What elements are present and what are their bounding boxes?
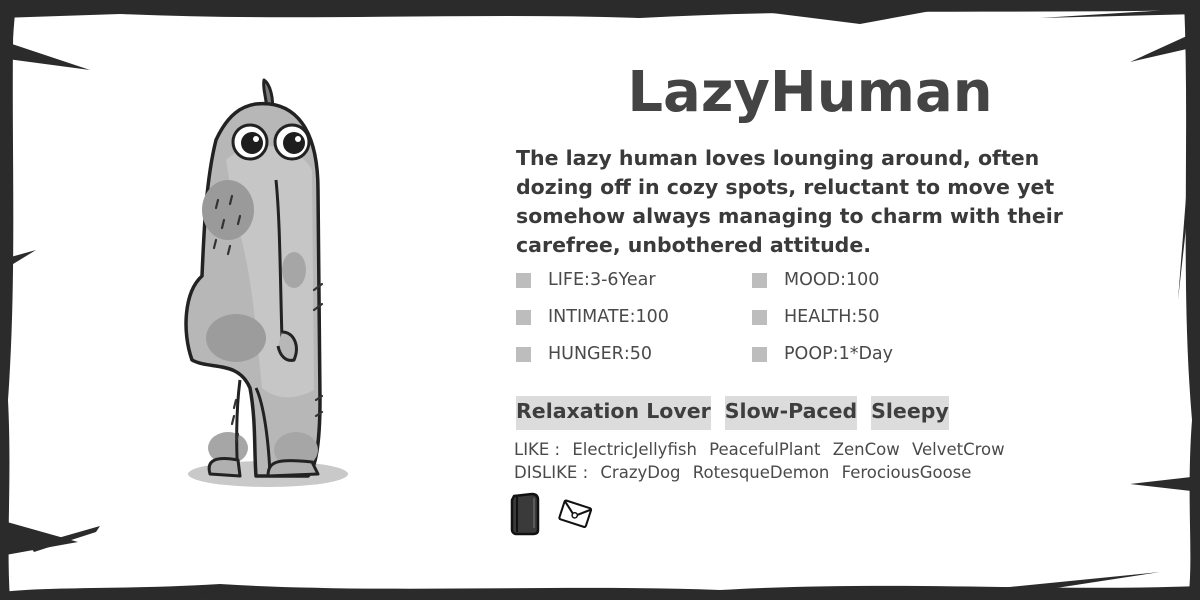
stat-label: HEALTH: [784, 307, 852, 327]
stat-mood: [752, 268, 988, 292]
stat-label: POOP: [784, 344, 833, 364]
stat-label: INTIMATE: [548, 307, 630, 327]
trait-tag: Relaxation Lover: [516, 396, 711, 430]
stat-separator: :: [629, 307, 636, 327]
like-item: ElectricJellyfish: [572, 440, 697, 459]
stat-value: 50: [857, 307, 880, 327]
action-icons: [508, 492, 594, 536]
stat-hunger: [516, 342, 752, 366]
book-icon[interactable]: [508, 492, 544, 536]
like-item: PeacefulPlant: [709, 440, 821, 459]
envelope-icon[interactable]: [558, 492, 594, 536]
trait-tag: Slow-Paced: [725, 396, 857, 430]
stat-bullet: [516, 310, 531, 325]
preferences: [514, 438, 1114, 484]
stat-label: HUNGER: [548, 344, 624, 364]
stat-bullet: [516, 273, 531, 288]
trait-tags: [516, 396, 949, 430]
dislikes-row: [514, 461, 1114, 484]
stat-value: 100: [635, 307, 669, 327]
stat-label: LIFE: [548, 270, 585, 290]
stat-bullet: [752, 347, 767, 362]
dislike-item: FerociousGoose: [841, 463, 972, 482]
stat-separator: :: [851, 307, 858, 327]
character-description: The lazy human loves lounging around, often dozing off in cozy spots, reluctant to move yet somehow always managing to charm with their carefree, unbothered attitude.: [516, 146, 1063, 257]
like-item: ZenCow: [832, 440, 900, 459]
stat-poop: [752, 342, 988, 366]
stat-separator: :: [840, 270, 847, 290]
stat-health: [752, 305, 988, 329]
dislikes-label: DISLIKE :: [514, 463, 589, 482]
stat-life: [516, 268, 752, 292]
trait-tag: Sleepy: [871, 396, 949, 430]
stat-label: MOOD: [784, 270, 841, 290]
stat-separator: :: [584, 270, 590, 290]
dislike-item: CrazyDog: [600, 463, 681, 482]
dislike-item: RotesqueDemon: [692, 463, 830, 482]
stat-separator: :: [623, 344, 630, 364]
stat-intimate: [516, 305, 752, 329]
stat-value: 100: [846, 270, 880, 290]
stat-value: 3-6Year: [589, 270, 656, 290]
likes-row: [514, 438, 1114, 461]
likes-label: LIKE :: [514, 440, 561, 459]
stat-bullet: [752, 310, 767, 325]
stat-separator: :: [832, 344, 839, 364]
stat-value: 50: [629, 344, 653, 364]
character-illustration: [176, 70, 366, 500]
stat-bullet: [516, 347, 531, 362]
stat-bullet: [752, 273, 767, 288]
stats-grid: [516, 268, 996, 366]
like-item: VelvetCrow: [911, 440, 1005, 459]
stat-value: 1*Day: [838, 344, 894, 364]
character-name: LazyHuman: [627, 60, 993, 125]
